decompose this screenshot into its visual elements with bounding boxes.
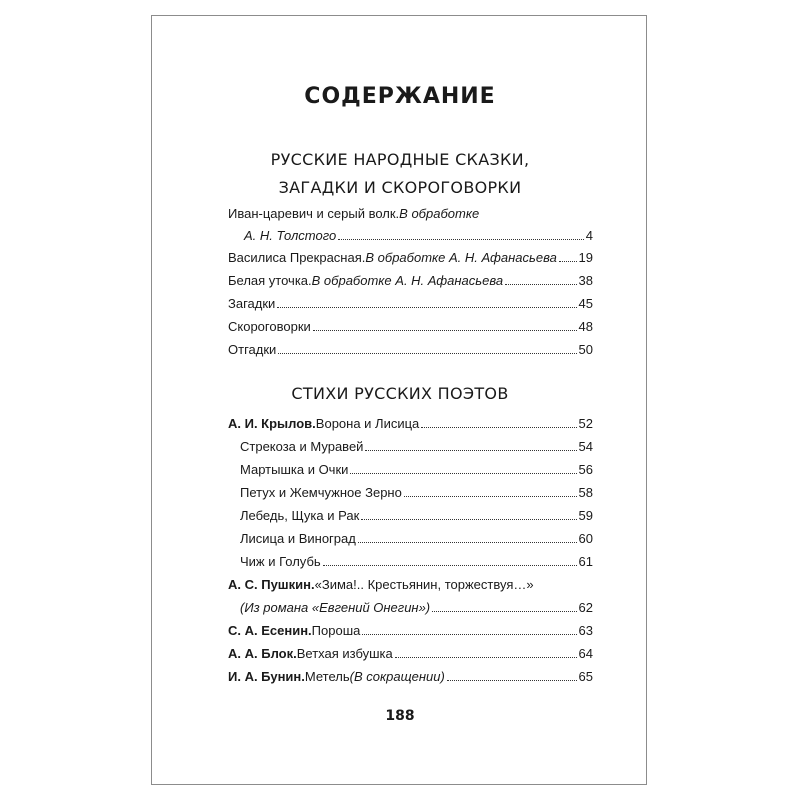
page-ref: 50 — [578, 342, 593, 357]
page-title: СОДЕРЖАНИЕ — [304, 84, 496, 109]
toc-entry: А. А. Блок. Ветхая избушка 64 — [228, 646, 593, 661]
toc-entry: А. С. Пушкин. «Зима!.. Крестьянин, торжествуя…» — [228, 577, 534, 592]
author-name: А. С. Пушкин. — [228, 577, 315, 592]
toc-entry: А. Н. Толстого 4 — [244, 228, 593, 243]
section-heading-line-2: ЗАГАДКИ И СКОРОГОВОРКИ — [278, 178, 522, 197]
toc-entry: С. А. Есенин. Пороша 63 — [228, 623, 593, 638]
dot-leader — [350, 473, 576, 474]
page-ref: 65 — [578, 669, 593, 684]
section-heading-line-1: РУССКИЕ НАРОДНЫЕ СКАЗКИ, — [270, 150, 530, 169]
toc-entry: Петух и Жемчужное Зерно 58 — [240, 485, 593, 500]
section-heading-folk-tales — [0, 146, 800, 202]
dot-leader — [395, 657, 577, 658]
page-ref: 52 — [578, 416, 593, 431]
dot-leader — [505, 284, 576, 285]
toc-entry: Чиж и Голубь 61 — [240, 554, 593, 569]
author-name: А. И. Крылов. — [228, 416, 316, 431]
section-heading-poets: СТИХИ РУССКИХ ПОЭТОВ — [291, 384, 509, 403]
page-ref: 56 — [578, 462, 593, 477]
dot-leader — [447, 680, 577, 681]
dot-leader — [323, 565, 577, 566]
toc-entry: Белая уточка. В обработке А. Н. Афанасьева 38 — [228, 273, 593, 288]
page-ref: 59 — [578, 508, 593, 523]
author-name: А. А. Блок. — [228, 646, 297, 661]
dot-leader — [404, 496, 577, 497]
page-ref: 60 — [578, 531, 593, 546]
page-ref: 62 — [578, 600, 593, 615]
dot-leader — [361, 519, 576, 520]
dot-leader — [358, 542, 577, 543]
toc-entry: Стрекоза и Муравей 54 — [240, 439, 593, 454]
toc-entry: Василиса Прекрасная. В обработке А. Н. Афанасьева 19 — [228, 250, 593, 265]
author-name: И. А. Бунин. — [228, 669, 305, 684]
toc-entry: Лебедь, Щука и Рак 59 — [240, 508, 593, 523]
dot-leader — [338, 239, 584, 240]
page-ref: 45 — [578, 296, 593, 311]
page-ref: 4 — [585, 228, 593, 243]
dot-leader — [559, 261, 577, 262]
toc-entry: И. А. Бунин. Метель (В сокращении) 65 — [228, 669, 593, 684]
page-ref: 54 — [578, 439, 593, 454]
toc-entry: Иван-царевич и серый волк. В обработке — [228, 206, 480, 221]
dot-leader — [432, 611, 576, 612]
page-ref: 58 — [578, 485, 593, 500]
dot-leader — [421, 427, 576, 428]
toc-entry: Мартышка и Очки 56 — [240, 462, 593, 477]
toc-entry: Отгадки 50 — [228, 342, 593, 357]
dot-leader — [278, 353, 576, 354]
author-name: С. А. Есенин. — [228, 623, 312, 638]
dot-leader — [313, 330, 577, 331]
toc-entry: (Из романа «Евгений Онегин») 62 — [240, 600, 593, 615]
page-ref: 61 — [578, 554, 593, 569]
page-ref: 48 — [578, 319, 593, 334]
dot-leader — [362, 634, 576, 635]
dot-leader — [277, 307, 576, 308]
toc-entry: Лисица и Виноград 60 — [240, 531, 593, 546]
page-ref: 38 — [578, 273, 593, 288]
toc-entry: А. И. Крылов. Ворона и Лисица 52 — [228, 416, 593, 431]
toc-entry: Загадки 45 — [228, 296, 593, 311]
page-ref: 64 — [578, 646, 593, 661]
page-ref: 19 — [578, 250, 593, 265]
page-number: 188 — [385, 708, 415, 724]
toc-entry: Скороговорки 48 — [228, 319, 593, 334]
page-ref: 63 — [578, 623, 593, 638]
dot-leader — [365, 450, 576, 451]
